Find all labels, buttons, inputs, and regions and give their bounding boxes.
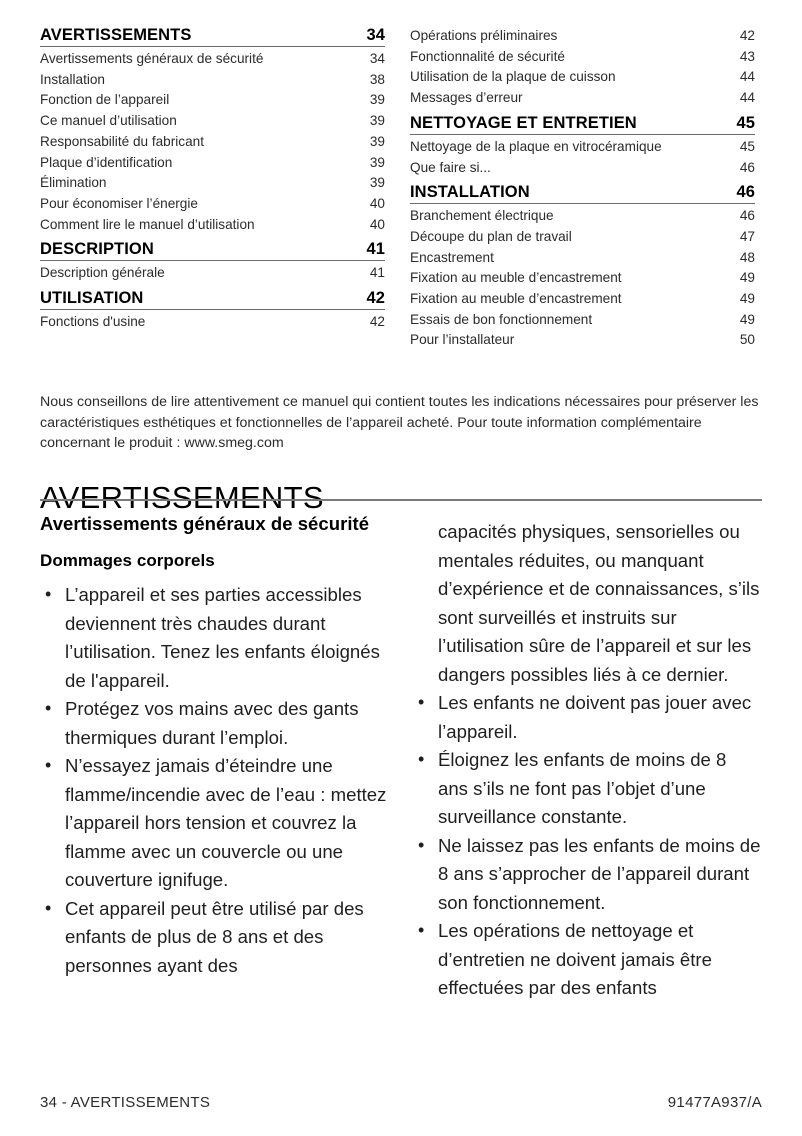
toc-label: Que faire si... xyxy=(410,159,491,175)
warning-bullet: • Protégez vos mains avec des gants thermiques durant l’emploi. xyxy=(40,695,388,752)
toc-section-row[interactable] xyxy=(40,240,385,261)
section-subsection-title: Dommages corporels xyxy=(40,551,215,570)
continued-paragraph: capacités physiques, sensorielles ou mentales réduites, ou manquant d’expérience et de connaissances, s’ils sont surveillés et instruits sur l’utilisation sûre de l’appareil et sur les dangers possibles liés à ce dernier. xyxy=(438,521,760,685)
toc-section-row[interactable] xyxy=(40,26,385,47)
toc-page-number: 49 xyxy=(739,270,755,286)
toc-label: Fonctionnalité de sécurité xyxy=(410,48,565,64)
toc-label: Fonctions d'usine xyxy=(40,314,146,330)
toc-entry-row[interactable] xyxy=(410,206,755,227)
toc-entry-row[interactable] xyxy=(40,70,385,91)
toc-entry-row[interactable] xyxy=(410,330,755,351)
toc-section-row[interactable] xyxy=(410,183,755,204)
toc-page-number: 47 xyxy=(739,228,755,244)
toc-page-number: 42 xyxy=(739,28,755,43)
toc-label: Ce manuel d’utilisation xyxy=(40,113,177,129)
toc-page-number: 39 xyxy=(369,175,385,191)
chapter-title: AVERTISSEMENTS xyxy=(40,479,324,515)
body-left-column xyxy=(40,512,388,1003)
toc-page-number: 39 xyxy=(369,113,385,129)
toc-label: Essais de bon fonctionnement xyxy=(410,311,593,327)
footer-page-label: 34 - AVERTISSEMENTS xyxy=(40,1094,211,1111)
toc-label: Branchement électrique xyxy=(410,208,554,224)
toc-label: Encastrement xyxy=(410,249,494,265)
toc-page-number: 39 xyxy=(369,154,385,170)
warning-bullet: • L’appareil et ses parties accessibles deviennent très chaudes durant l’utilisation. Tenez les enfants éloignés de l'appareil. xyxy=(40,581,388,695)
toc-entry-row[interactable] xyxy=(410,67,755,88)
toc-page-number: 41 xyxy=(369,265,385,281)
toc-entry-row[interactable] xyxy=(410,268,755,289)
toc-label: Pour l’installateur xyxy=(410,332,515,348)
chapter-title-rule xyxy=(40,499,762,501)
toc-label: UTILISATION xyxy=(40,289,144,308)
toc-entry-row[interactable] xyxy=(40,49,385,70)
toc-page-number: 40 xyxy=(369,195,385,211)
toc-page-number: 41 xyxy=(366,240,385,259)
toc-entry-row[interactable] xyxy=(410,26,755,47)
toc-entry-row[interactable] xyxy=(40,111,385,132)
table-of-contents xyxy=(40,26,762,351)
toc-label: Comment lire le manuel d’utilisation xyxy=(40,216,255,232)
toc-left-column xyxy=(40,26,385,351)
toc-page-number: 43 xyxy=(739,48,755,64)
toc-entry-row[interactable] xyxy=(410,88,755,109)
toc-label: Élimination xyxy=(40,175,107,191)
toc-page-number: 44 xyxy=(739,69,755,85)
toc-right-column xyxy=(410,26,755,351)
warning-bullet: • Cet appareil peut être utilisé par des enfants de plus de 8 ans et des personnes ayant des xyxy=(40,895,388,981)
toc-page-number: 39 xyxy=(369,133,385,149)
toc-label: DESCRIPTION xyxy=(40,240,154,259)
toc-label: Opérations préliminaires xyxy=(410,28,558,43)
toc-page-number: 34 xyxy=(366,26,385,44)
toc-page-number: 40 xyxy=(369,216,385,232)
toc-page-number: 42 xyxy=(369,314,385,330)
toc-page-number: 46 xyxy=(739,208,755,224)
toc-page-number: 42 xyxy=(366,289,385,308)
intro-paragraph: Nous conseillons de lire attentivement ce manuel qui contient toutes les indications nécessaires pour préserver les caractéristiques esthétiques et fonctionnelles de l’appareil acheté. Pour toute information complémentaire concernant le produit : www.smeg.com xyxy=(40,394,759,452)
warning-bullet: • Les opérations de nettoyage et d’entretien ne doivent jamais être effectuées par des enfants xyxy=(413,917,761,1003)
toc-entry-row[interactable] xyxy=(410,158,755,179)
section-subtitle: Avertissements généraux de sécurité xyxy=(40,513,370,534)
toc-label: Utilisation de la plaque de cuisson xyxy=(410,69,616,85)
toc-page-number: 49 xyxy=(739,291,755,307)
body-right-column xyxy=(413,512,761,1003)
toc-page-number: 39 xyxy=(369,92,385,108)
toc-page-number: 45 xyxy=(739,138,755,154)
toc-page-number: 48 xyxy=(739,249,755,265)
toc-page-number: 45 xyxy=(736,113,755,132)
toc-page-number: 46 xyxy=(736,183,755,202)
toc-entry-row[interactable] xyxy=(410,137,755,158)
toc-page-number: 50 xyxy=(739,332,755,348)
toc-page-number: 34 xyxy=(369,51,385,66)
toc-entry-row[interactable] xyxy=(40,215,385,236)
warning-list-right xyxy=(413,689,761,1003)
toc-label: Messages d’erreur xyxy=(410,90,523,106)
warning-bullet: • Éloignez les enfants de moins de 8 ans s’ils ne font pas l’objet d’une surveillance constante. xyxy=(413,746,761,832)
toc-entry-row[interactable] xyxy=(40,263,385,284)
toc-label: Avertissements généraux de sécurité xyxy=(40,51,264,66)
toc-section-row[interactable] xyxy=(410,114,755,135)
toc-label: Fixation au meuble d’encastrement xyxy=(410,270,622,286)
page-footer xyxy=(40,1094,762,1111)
toc-label: AVERTISSEMENTS xyxy=(40,26,192,44)
toc-entry-row[interactable] xyxy=(40,312,385,333)
toc-label: Découpe du plan de travail xyxy=(410,228,572,244)
body-columns xyxy=(40,512,762,1003)
toc-label: INSTALLATION xyxy=(410,183,530,202)
warning-list-left xyxy=(40,581,388,980)
toc-entry-row[interactable] xyxy=(410,47,755,68)
toc-label: Pour économiser l’énergie xyxy=(40,195,198,211)
toc-label: Fixation au meuble d’encastrement xyxy=(410,291,622,307)
toc-label: Description générale xyxy=(40,265,165,281)
toc-entry-row[interactable] xyxy=(410,289,755,310)
toc-page-number: 38 xyxy=(369,71,385,87)
toc-page-number: 46 xyxy=(739,159,755,175)
warning-bullet: • Ne laissez pas les enfants de moins de 8 ans s’approcher de l’appareil durant son fonctionnement. xyxy=(413,832,761,918)
warning-bullet: • N’essayez jamais d’éteindre une flamme/incendie avec de l’eau : mettez l’appareil hors tension et couvrez la flamme avec un couvercle ou une couverture ignifuge. xyxy=(40,752,388,895)
toc-label: Installation xyxy=(40,71,105,87)
toc-entry-row[interactable] xyxy=(40,173,385,194)
toc-label: NETTOYAGE ET ENTRETIEN xyxy=(410,113,637,132)
toc-entry-row[interactable] xyxy=(40,90,385,111)
toc-label: Fonction de l’appareil xyxy=(40,92,170,108)
toc-entry-row[interactable] xyxy=(40,153,385,174)
toc-label: Responsabilité du fabricant xyxy=(40,133,204,149)
toc-entry-row[interactable] xyxy=(410,227,755,248)
toc-entry-row[interactable] xyxy=(40,194,385,215)
toc-label: Plaque d’identification xyxy=(40,154,173,170)
toc-entry-row[interactable] xyxy=(410,310,755,331)
toc-page-number: 44 xyxy=(739,90,755,106)
warning-bullet: • Les enfants ne doivent pas jouer avec l’appareil. xyxy=(413,689,761,746)
toc-label: Nettoyage de la plaque en vitrocéramique xyxy=(410,138,662,154)
toc-page-number: 49 xyxy=(739,311,755,327)
toc-entry-row[interactable] xyxy=(410,248,755,269)
footer-doc-code: 91477A937/A xyxy=(667,1094,762,1111)
toc-entry-row[interactable] xyxy=(40,132,385,153)
toc-section-row[interactable] xyxy=(40,289,385,310)
